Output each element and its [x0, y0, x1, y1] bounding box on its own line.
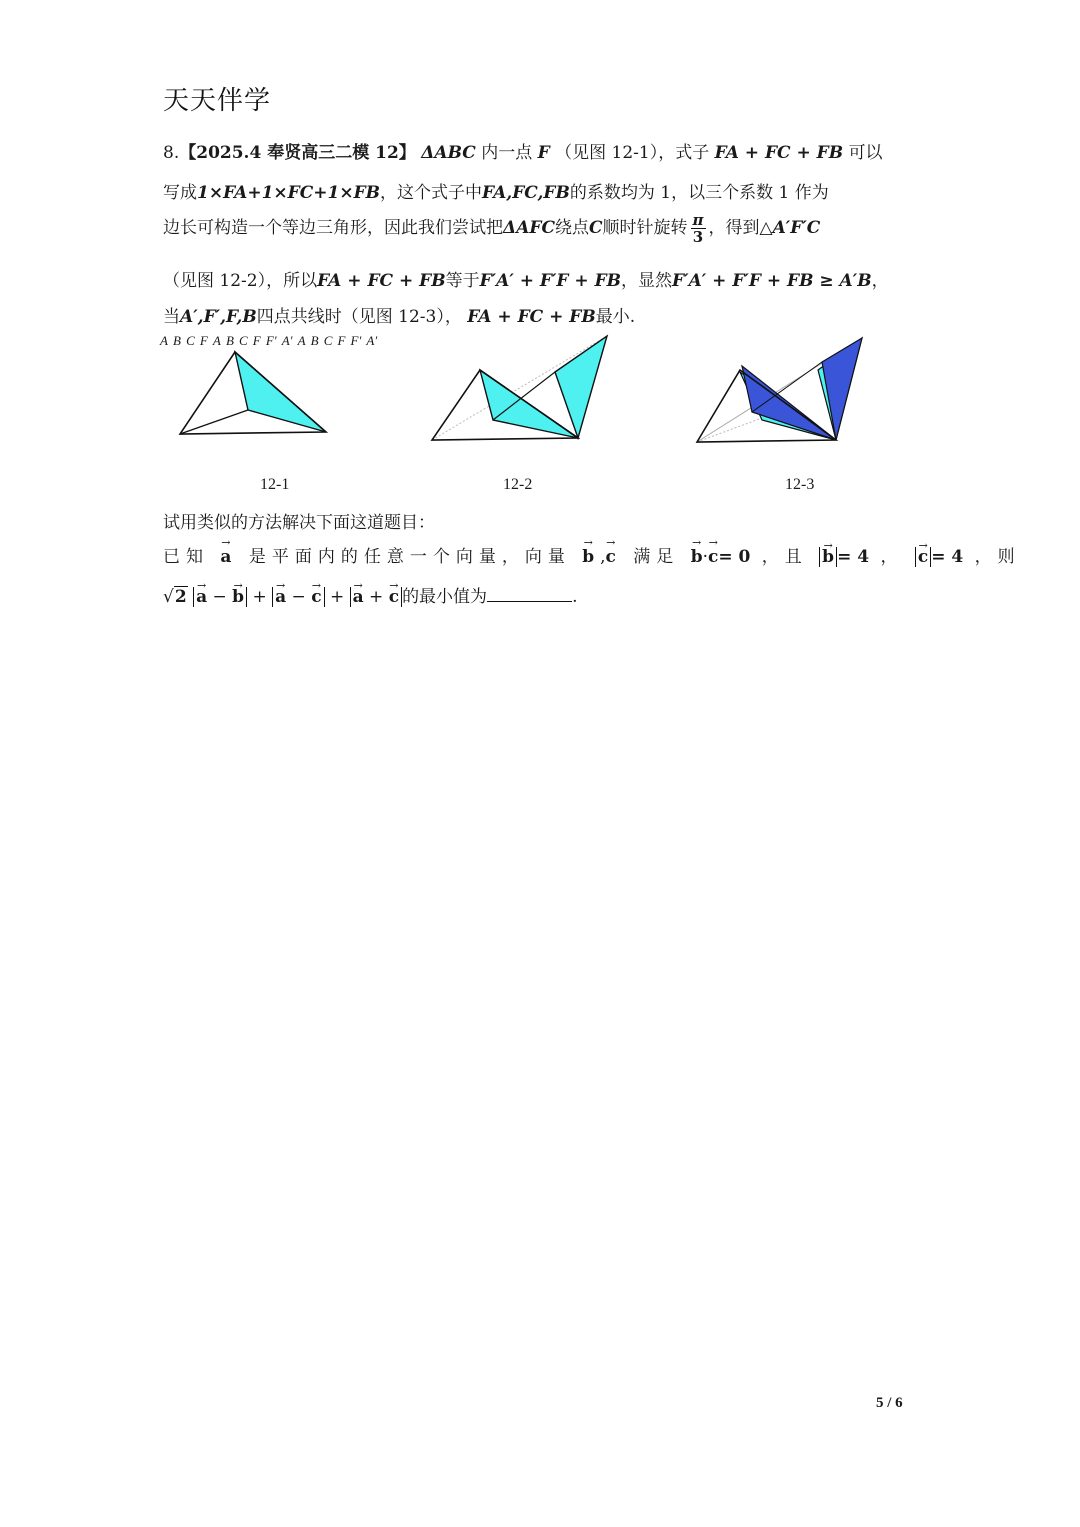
- text-segment: ，则: [974, 547, 1021, 567]
- triangle-a1f1c-blue: [822, 338, 862, 440]
- figure-12-2-caption: 12-2: [503, 476, 533, 493]
- text-segment: 顺时针旋转: [602, 218, 688, 238]
- text-segment: （见图 12-1），式子: [555, 143, 710, 163]
- vector-a: → a: [220, 547, 237, 567]
- magnitude-b: = 4: [837, 547, 870, 567]
- expression-weighted: 1×FA+1×FC+1×FB: [197, 183, 381, 203]
- text-segment: ，且: [761, 547, 808, 567]
- vector-b: → b: [691, 547, 703, 567]
- vector-a: → a: [196, 587, 207, 607]
- question-line-2: √2 → a − → b + → a − → c + → a + → c 的最小值为 .: [163, 582, 577, 607]
- vector-c: → c: [311, 587, 321, 607]
- figure-12-1-caption: 12-1: [260, 476, 290, 493]
- expression-rotated: F′A′ + F′F + FB: [479, 271, 622, 291]
- geometry-figures: [160, 330, 930, 460]
- text-segment: 当: [163, 307, 180, 327]
- label-f: F: [199, 333, 208, 348]
- fraction-denominator: 3: [692, 228, 704, 246]
- fraction-pi-over-3: [691, 212, 706, 245]
- text-segment: 可以: [848, 143, 883, 163]
- text-segment: ，: [871, 271, 889, 291]
- header-title: 天天伴学: [163, 86, 272, 116]
- text-segment: 四点共线时（见图 12-3），: [256, 307, 462, 327]
- abs-a-minus-b: → a − → b: [193, 587, 247, 607]
- problem-line-4: [163, 266, 889, 291]
- sqrt-2: √2: [163, 587, 187, 607]
- text-segment: 边长可构造一个等边三角形，因此我们尝试把: [163, 218, 503, 238]
- expression-sum: FA + FC + FB: [714, 143, 844, 163]
- label-f-prime: F′: [350, 333, 362, 348]
- magnitude-c: = 4: [931, 547, 964, 567]
- text-segment: 的最小值为: [402, 587, 488, 607]
- label-b: B: [310, 333, 319, 348]
- fraction-numerator: π: [692, 211, 704, 229]
- vector-a: → a: [353, 587, 364, 607]
- text-segment: 等于: [445, 271, 480, 291]
- vector-b: → b: [582, 547, 600, 567]
- label-a: A: [212, 333, 221, 348]
- text-segment: 的系数均为 1，以三个系数 1 作为: [569, 183, 829, 203]
- collinear-points: A′,F′,F,B: [180, 307, 257, 327]
- triangle-a1f1c: △A′F′C: [759, 218, 821, 238]
- vector-b: → b: [822, 547, 834, 567]
- text-segment: 绕点: [554, 218, 589, 238]
- problem-source: 【2025.4 奉贤高三二模 12】: [179, 143, 416, 163]
- vector-c: → c: [708, 547, 718, 567]
- point-f: F: [537, 143, 550, 163]
- text-segment: 最小.: [595, 307, 636, 327]
- figure-12-1-drawing: [180, 352, 326, 434]
- problem-number: 8.: [163, 143, 180, 163]
- figure-12-3-drawing: [697, 338, 862, 442]
- figure-12-3-caption: 12-3: [785, 476, 815, 493]
- label-a: A: [297, 333, 306, 348]
- abs-b: [819, 547, 837, 567]
- problem-line-5: [163, 302, 635, 327]
- vector-c: → c: [918, 547, 928, 567]
- text-segment: 满足: [633, 547, 680, 567]
- dot-product-condition: = 0: [718, 547, 751, 567]
- text-segment: 写成: [163, 183, 197, 203]
- text-segment: （见图 12-2），所以: [163, 271, 318, 291]
- text-segment: 是平面内的任意一个向量，向量: [248, 547, 571, 567]
- text-segment: 已知: [163, 547, 209, 567]
- label-b: B: [173, 333, 181, 348]
- label-c: C: [323, 333, 333, 348]
- page-number: 5 / 6: [876, 1395, 903, 1411]
- label-a: A: [160, 333, 168, 348]
- text-segment: .: [572, 587, 578, 607]
- text-segment: ，显然: [621, 271, 673, 291]
- figure-12-2-drawing: [432, 336, 607, 440]
- expression-terms: FA,FC,FB: [482, 183, 570, 203]
- label-a-prime: A′: [281, 333, 293, 348]
- vector-b: → b: [232, 587, 244, 607]
- problem-line-2: [163, 178, 829, 203]
- label-b: B: [225, 333, 234, 348]
- segment-bf: [180, 410, 248, 434]
- label-c: C: [186, 333, 195, 348]
- text-segment: 内一点: [481, 143, 533, 163]
- label-f: F: [337, 333, 346, 348]
- abs-c: [915, 547, 931, 567]
- sqrt-radicand: 2: [174, 587, 187, 607]
- problem-line-3: [163, 212, 820, 245]
- figures-row: [160, 330, 930, 500]
- question-intro: 试用类似的方法解决下面这道题目：: [163, 513, 435, 533]
- text-segment: ，这个式子中: [380, 183, 483, 203]
- question-line-1: 已知 → a 是平面内的任意一个向量，向量 → b,→ c 满足 → b·→ c= 0 ，且 → b = 4 ， → c = 4 ，则: [163, 542, 1021, 567]
- abs-a-minus-c: → a − → c: [272, 587, 324, 607]
- text-segment: ，: [880, 547, 904, 567]
- expression-sum: FA + FC + FB: [467, 307, 596, 327]
- label-c: C: [239, 333, 248, 348]
- label-f: F: [252, 333, 261, 348]
- triangle-afc: ΔAFC: [503, 218, 555, 238]
- answer-blank[interactable]: [487, 587, 572, 602]
- expression-inequality: F′A′ + F′F + FB ≥ A′B: [672, 271, 872, 291]
- triangle-abc: ΔABC: [421, 143, 476, 163]
- label-a-prime: A′: [366, 333, 378, 348]
- point-c: C: [588, 218, 603, 238]
- vector-c: → c: [389, 587, 399, 607]
- expression-sum: FA + FC + FB: [317, 271, 446, 291]
- problem-line-1: [163, 138, 883, 163]
- abs-a-plus-c: → a + → c: [350, 587, 402, 607]
- vector-a: → a: [275, 587, 286, 607]
- vector-c: → c: [606, 547, 622, 567]
- text-segment: ，得到: [708, 218, 760, 238]
- label-f-prime: F′: [265, 333, 277, 348]
